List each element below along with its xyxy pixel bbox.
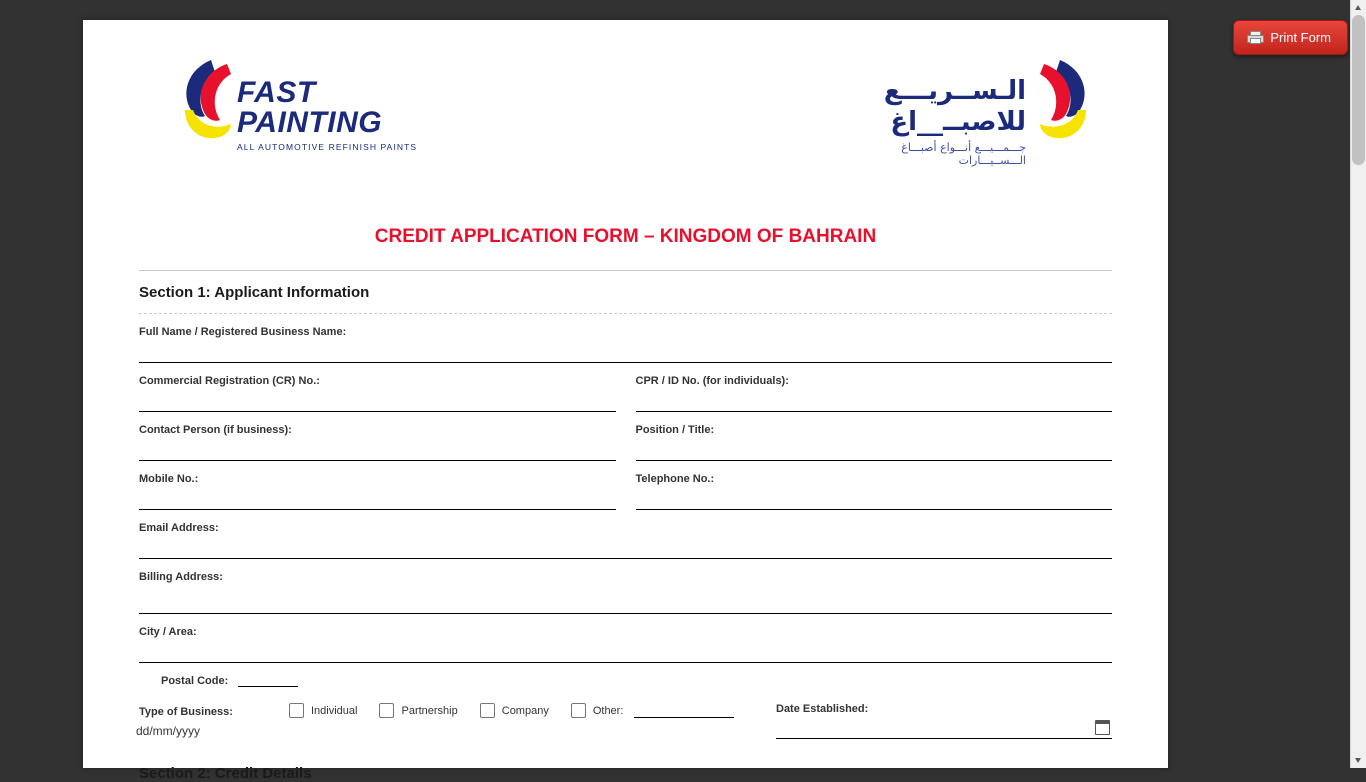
input-position-title[interactable] xyxy=(636,438,1113,461)
section-2-heading: Section 2: Credit Details xyxy=(139,765,312,782)
input-cpr-id[interactable] xyxy=(636,389,1113,412)
checkbox-individual[interactable] xyxy=(289,703,357,718)
field-label-email: Email Address: xyxy=(139,522,219,534)
field-postal-code xyxy=(139,672,1112,687)
section-1-divider xyxy=(139,313,1112,314)
page-scrollbar[interactable] xyxy=(1350,0,1366,768)
swoosh-graphic-icon xyxy=(177,58,233,142)
field-label-type-of-business: Type of Business: xyxy=(139,705,233,718)
row-contact-position xyxy=(139,424,1112,461)
checkbox-label-company: Company xyxy=(501,704,549,717)
print-form-button[interactable] xyxy=(1233,20,1348,55)
fast-painting-logo xyxy=(177,50,427,152)
brand-name: FAST PAINTING xyxy=(237,76,383,139)
checkbox-box-icon[interactable] xyxy=(289,703,304,718)
checkbox-company[interactable] xyxy=(480,703,549,718)
input-date-established[interactable] xyxy=(776,717,1112,739)
field-label-full-name: Full Name / Registered Business Name: xyxy=(139,326,347,338)
document-page xyxy=(83,20,1168,782)
checkbox-other[interactable] xyxy=(571,703,735,718)
scroll-up-button[interactable] xyxy=(1351,0,1366,15)
arabic-brand-tagline: جـــمـــيـــع أنـــواع أصبـــاغ الـــســيـــارات xyxy=(901,141,1026,168)
input-full-name[interactable] xyxy=(139,340,1112,363)
arabic-logo xyxy=(834,50,1094,168)
row-cr-cpr xyxy=(139,375,1112,412)
input-mobile[interactable] xyxy=(139,487,616,510)
field-label-date-established: Date Established: xyxy=(776,703,869,715)
checkbox-partnership[interactable] xyxy=(379,703,457,718)
field-billing-address xyxy=(139,571,1112,614)
checkbox-label-individual: Individual xyxy=(311,704,358,717)
arabic-text-block xyxy=(834,76,1026,167)
checkbox-box-icon[interactable] xyxy=(480,703,495,718)
scroll-down-button[interactable] xyxy=(1351,753,1366,768)
field-full-name xyxy=(139,326,1112,363)
field-label-cpr-id: CPR / ID No. (for individuals): xyxy=(635,375,789,387)
arabic-brand-name: الـســريـــع للاصبــ__اغ xyxy=(883,76,1026,138)
swoosh-graphic-mirrored-icon xyxy=(1038,58,1094,142)
field-cpr-id xyxy=(636,375,1113,412)
field-label-postal-code: Postal Code: xyxy=(161,675,229,687)
section-1-heading: Section 1: Applicant Information xyxy=(139,284,370,301)
field-label-city-area: City / Area: xyxy=(139,626,197,638)
row-business-type xyxy=(136,703,1112,739)
page-title: CREDIT APPLICATION FORM – KINGDOM OF BAHRAIN xyxy=(374,226,877,247)
calendar-icon[interactable] xyxy=(1095,720,1110,735)
print-form-button-label: Print Form xyxy=(1270,30,1331,45)
date-format-hint: dd/mm/yyyy xyxy=(136,724,201,738)
field-label-cr-no: Commercial Registration (CR) No.: xyxy=(139,375,320,387)
checkbox-label-other: Other: xyxy=(592,704,624,717)
logo-header xyxy=(139,20,1112,170)
input-telephone[interactable] xyxy=(636,487,1113,510)
printer-icon xyxy=(1247,31,1262,44)
input-other-business-type[interactable] xyxy=(634,704,734,718)
checkbox-box-icon[interactable] xyxy=(571,703,586,718)
input-billing-address[interactable] xyxy=(139,585,1112,614)
business-type-checkbox-group xyxy=(289,703,776,718)
field-city-area xyxy=(139,626,1112,663)
checkbox-label-partnership: Partnership xyxy=(401,704,458,717)
field-label-billing-address: Billing Address: xyxy=(139,571,223,583)
brand-text-block xyxy=(237,78,427,152)
field-label-contact-person: Contact Person (if business): xyxy=(139,424,292,436)
field-telephone xyxy=(636,473,1113,510)
scrollbar-thumb[interactable] xyxy=(1352,15,1365,165)
field-contact-person xyxy=(139,424,616,461)
title-divider xyxy=(139,270,1112,271)
field-label-mobile: Mobile No.: xyxy=(139,473,199,485)
field-email xyxy=(139,522,1112,559)
input-cr-no[interactable] xyxy=(139,389,616,412)
field-mobile xyxy=(139,473,616,510)
checkbox-box-icon[interactable] xyxy=(379,703,394,718)
field-cr-no xyxy=(139,375,616,412)
input-city-area[interactable] xyxy=(139,640,1112,663)
field-position-title xyxy=(636,424,1113,461)
brand-tagline: ALL AUTOMOTIVE REFINISH PAINTS xyxy=(237,142,418,152)
row-mobile-telephone xyxy=(139,473,1112,510)
input-postal-code[interactable] xyxy=(238,672,298,687)
field-label-telephone: Telephone No.: xyxy=(635,473,715,485)
input-contact-person[interactable] xyxy=(139,438,616,461)
field-date-established xyxy=(776,703,1112,739)
input-email[interactable] xyxy=(139,536,1112,559)
field-label-position-title: Position / Title: xyxy=(635,424,715,436)
